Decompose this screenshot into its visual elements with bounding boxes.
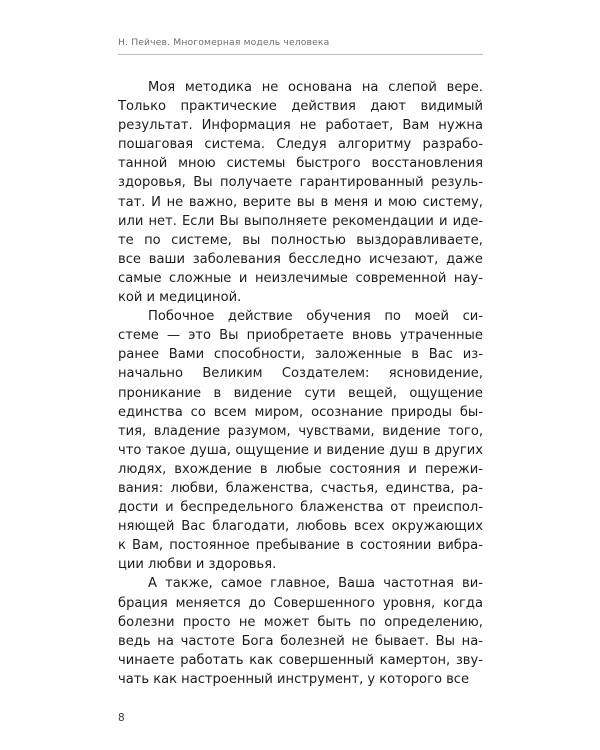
- body-text: [118, 78, 483, 689]
- text-line: к Вам, постоянное пребывание в состоянии вибра-: [118, 538, 483, 554]
- text-line: что такое душа, ощущение и видение душ в других: [118, 442, 483, 458]
- text-line: няющей Вас благодати, любовь всех окружающих: [118, 519, 483, 535]
- text-line: все ваши заболевания бесследно исчезают, даже: [118, 251, 483, 267]
- text-line: дости и беспредельного блаженства от преиспол-: [118, 500, 483, 516]
- text-line: результат. Информация не работает, Вам нужна: [118, 118, 483, 134]
- page-header: [118, 36, 483, 55]
- text-line: стеме — это Вы приобретаете вновь утраченные: [118, 328, 483, 344]
- text-line: те по системе, вы полностью выздоравливаете,: [118, 232, 483, 248]
- text-line: вания: любви, блаженства, счастья, единства, ра-: [118, 480, 483, 496]
- text-line: здоровья, Вы получаете гарантированный резуль-: [118, 175, 483, 191]
- text-line: начально Великим Создателем: ясновидение,: [118, 366, 483, 382]
- text-line: ведь на частоте Бога болезней не бывает. Вы на-: [118, 633, 483, 649]
- text-line: тат. И не важно, верите вы в меня и мою систему,: [118, 194, 483, 210]
- text-line: танной мною системы быстрого восстановления: [118, 156, 483, 172]
- text-line: ранее Вами способности, заложенные в Вас из-: [118, 347, 483, 363]
- text-line: брация меняется до Совершенного уровня, когда: [118, 595, 483, 611]
- text-line: тия, владение разумом, чувствами, видение того,: [118, 423, 483, 439]
- text-line: ции любви и здоровья.: [118, 557, 277, 573]
- text-line: чинаете работать как совершенный камертон, зву-: [118, 652, 483, 668]
- text-line: Моя методика не основана на слепой вере.: [148, 80, 483, 95]
- text-line: или нет. Если Вы выполняете рекомендации и иде-: [118, 213, 483, 229]
- text-line: Только практические действия дают видимый: [118, 99, 483, 115]
- paragraph: [118, 574, 483, 689]
- running-head: Н. Пейчев. Многомерная модель человека: [118, 37, 330, 48]
- text-line: пошаговая система. Следуя алгоритму разрабо-: [118, 137, 483, 153]
- text-line: единства со всем миром, осознание природы бы-: [118, 404, 483, 420]
- text-line: самые сложные и неизлечимые современной нау-: [118, 270, 483, 286]
- text-line: проникание в видение сути вещей, ощущение: [118, 385, 483, 401]
- text-line: кой и медициной.: [118, 290, 242, 306]
- text-line: Побочное действие обучения по моей си-: [148, 309, 483, 325]
- page-number: 8: [118, 712, 125, 724]
- text-line: людях, вхождение в любые состояния и пережи-: [118, 461, 483, 477]
- text-line: чать как настроенный инструмент, у которого все: [118, 671, 470, 687]
- paragraph: [118, 307, 483, 574]
- text-line: А также, самое главное, Ваша частотная ви-: [148, 576, 483, 592]
- header-rule: [118, 54, 483, 55]
- text-line: болезни просто не может быть по определению,: [118, 614, 483, 630]
- paragraph: [118, 78, 483, 307]
